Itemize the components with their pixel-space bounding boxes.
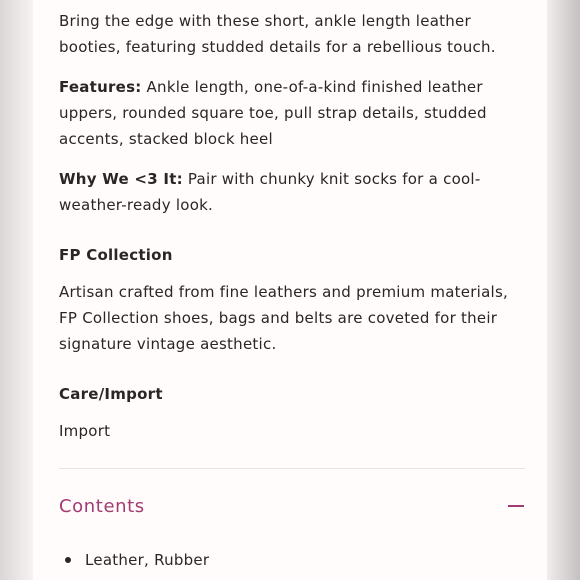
minus-icon xyxy=(508,505,524,507)
features-paragraph xyxy=(59,74,525,152)
list-item xyxy=(59,547,525,573)
section-divider xyxy=(59,468,525,469)
why-we-love-it-paragraph xyxy=(59,166,525,218)
description-intro: Bring the edge with these short, ankle length leather booties, featuring studded details for a rebellious touch. xyxy=(59,12,496,56)
care-import-text: Import xyxy=(59,422,111,440)
care-import-heading: Care/Import xyxy=(59,385,163,403)
why-we-love-it-label: Why We <3 It: xyxy=(59,170,183,188)
features-text: Ankle length, one-of-a-kind finished leather uppers, rounded square toe, pull strap details, studded accents, stacked block heel xyxy=(59,78,487,148)
background-left xyxy=(0,0,34,580)
fp-collection-heading: FP Collection xyxy=(59,246,173,264)
fp-collection-text: Artisan crafted from fine leathers and premium materials, FP Collection shoes, bags and belts are coveted for their signature vintage aesthetic. xyxy=(59,283,509,353)
product-details-card xyxy=(33,0,547,580)
contents-list xyxy=(59,547,525,573)
contents-item-text: Leather, Rubber xyxy=(85,551,210,569)
contents-accordion-label: Contents xyxy=(59,495,145,517)
contents-accordion-toggle[interactable] xyxy=(59,491,525,521)
features-label: Features: xyxy=(59,78,142,96)
bullet-icon xyxy=(65,557,71,563)
product-details-content xyxy=(59,8,525,573)
why-we-love-it-text: Pair with chunky knit socks for a cool-weather-ready look. xyxy=(59,170,481,214)
background-right xyxy=(546,0,580,580)
